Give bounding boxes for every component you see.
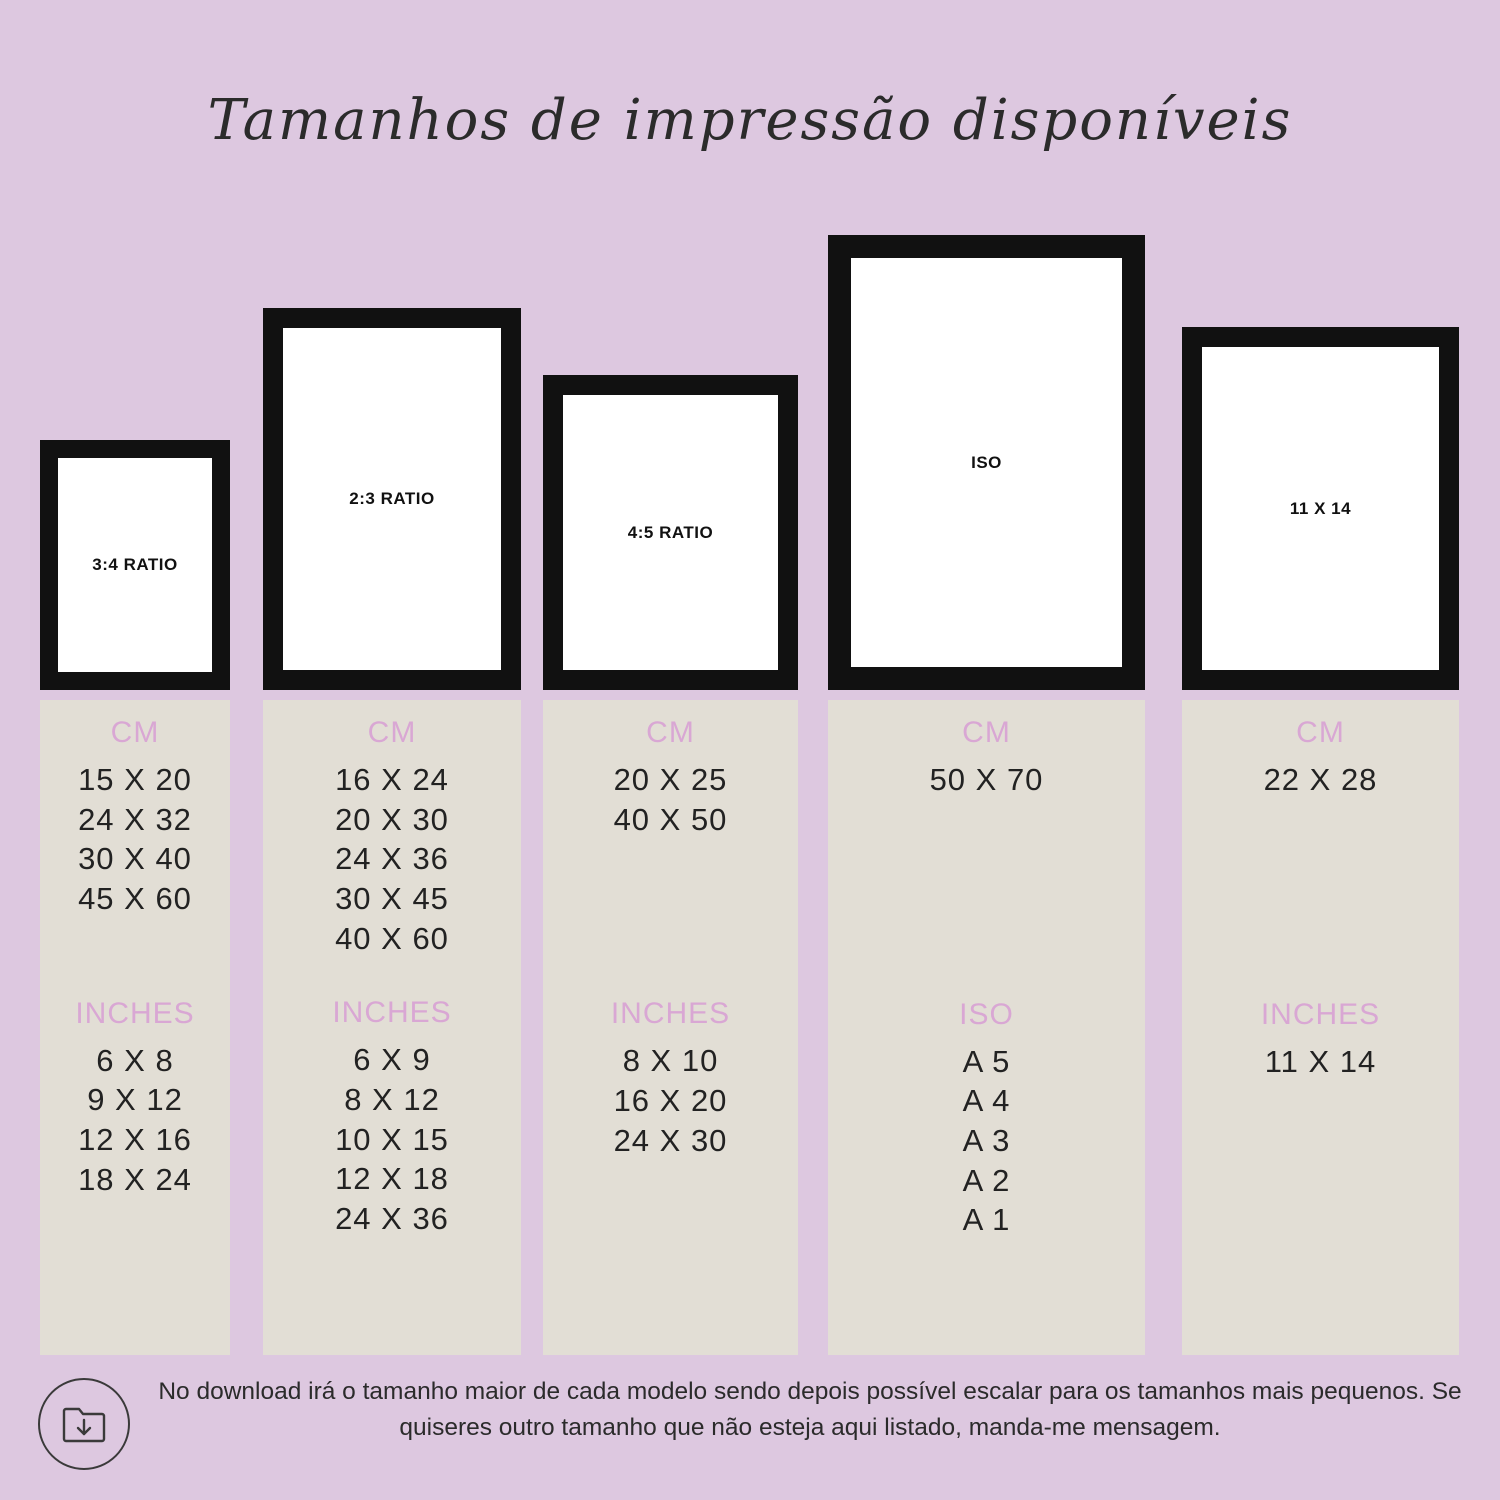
size-column-4-5-ratio: [543, 700, 798, 1355]
size-column-3-4-ratio: [40, 700, 230, 1355]
size-item: 15 X 20: [78, 762, 192, 797]
spacer: [1182, 800, 1459, 998]
size-item: 8 X 12: [344, 1082, 440, 1118]
unit-heading-inches: INCHES: [610, 997, 731, 1031]
size-item: 10 X 15: [335, 1121, 449, 1157]
frame-4-5-ratio: [543, 375, 798, 690]
size-item: 24 X 36: [335, 841, 449, 877]
unit-heading-inches: INCHES: [1260, 997, 1381, 1031]
spacer: [828, 800, 1145, 998]
size-column-11x14: [1182, 700, 1459, 1355]
size-list-inches: [263, 1040, 521, 1238]
unit-heading-inches: INCHES: [332, 996, 452, 1030]
frame-label: 2:3 RATIO: [349, 489, 435, 508]
size-item: 24 X 36: [335, 1201, 449, 1237]
size-item: 9 X 12: [87, 1082, 183, 1118]
size-item: 12 X 16: [78, 1122, 192, 1158]
frame-mat: [58, 458, 212, 672]
frame-label: 11 X 14: [1289, 498, 1352, 518]
frame-2-3-ratio: [263, 308, 521, 690]
size-columns: [0, 700, 1500, 1360]
size-item: 20 X 25: [613, 762, 728, 797]
size-item: A 3: [962, 1123, 1011, 1159]
size-list-inches: [543, 1041, 798, 1160]
footer-note: No download irá o tamanho maior de cada modelo sendo depois possível escalar para os tamanhos mais pequenos. Se quiseres outro tamanho que não esteja aqui listado, manda-me mensagem.: [158, 1378, 1462, 1441]
footer: [0, 1368, 1500, 1500]
frame-mat: [851, 258, 1122, 667]
size-item: 20 X 30: [335, 801, 449, 837]
size-item: 11 X 14: [1264, 1043, 1377, 1079]
size-list-cm: [263, 760, 521, 958]
size-item: 24 X 30: [613, 1122, 728, 1158]
spacer: [263, 958, 521, 996]
size-list-inches: [1182, 1042, 1459, 1082]
frame-mat: [563, 395, 778, 670]
size-column-2-3-ratio: [263, 700, 521, 1355]
frame-11x14: [1182, 327, 1459, 690]
size-item: 16 X 24: [335, 762, 449, 797]
size-item: 18 X 24: [78, 1161, 192, 1197]
frame-3-4-ratio: [40, 440, 230, 690]
page-title: Tamanhos de impressão disponíveis: [207, 88, 1293, 153]
unit-heading-inches: INCHES: [75, 996, 195, 1030]
frame-iso: [828, 235, 1145, 690]
size-item: 50 X 70: [929, 762, 1044, 797]
size-item: 40 X 60: [335, 920, 449, 956]
size-item: 30 X 40: [78, 841, 192, 877]
size-item: 6 X 9: [353, 1042, 431, 1078]
download-folder-icon: [38, 1378, 130, 1470]
size-list-cm: [40, 760, 230, 919]
size-item: A 5: [962, 1043, 1011, 1079]
spacer: [543, 839, 798, 997]
size-list-inches: [40, 1041, 230, 1200]
frame-label: ISO: [971, 452, 1002, 472]
size-column-iso: [828, 700, 1145, 1355]
unit-heading-iso: ISO: [959, 997, 1014, 1031]
size-item: 30 X 45: [335, 881, 449, 917]
size-list-cm: [543, 760, 798, 839]
size-item: 6 X 8: [96, 1042, 174, 1078]
size-item: 16 X 20: [613, 1083, 728, 1119]
size-item: 24 X 32: [78, 801, 192, 837]
size-item: 8 X 10: [622, 1043, 719, 1079]
frame-row: [0, 210, 1500, 690]
size-item: 22 X 28: [1263, 762, 1378, 797]
frame-label: 3:4 RATIO: [92, 555, 178, 574]
unit-heading-cm: CM: [646, 716, 695, 749]
size-list-cm: [1182, 760, 1459, 800]
spacer: [40, 919, 230, 997]
size-item: A 1: [962, 1202, 1011, 1238]
frame-label: 4:5 RATIO: [627, 522, 714, 542]
unit-heading-cm: CM: [367, 716, 417, 749]
size-item: 40 X 50: [613, 801, 728, 837]
size-list-iso: [828, 1042, 1145, 1240]
unit-heading-cm: CM: [962, 716, 1011, 749]
size-list-cm: [828, 760, 1145, 800]
size-item: 45 X 60: [78, 881, 192, 917]
size-item: 12 X 18: [335, 1161, 449, 1197]
unit-heading-cm: CM: [110, 716, 160, 749]
size-item: A 4: [962, 1083, 1011, 1119]
size-item: A 2: [962, 1162, 1011, 1198]
frame-mat: [1202, 347, 1439, 670]
unit-heading-cm: CM: [1296, 716, 1345, 749]
frame-mat: [283, 328, 501, 670]
